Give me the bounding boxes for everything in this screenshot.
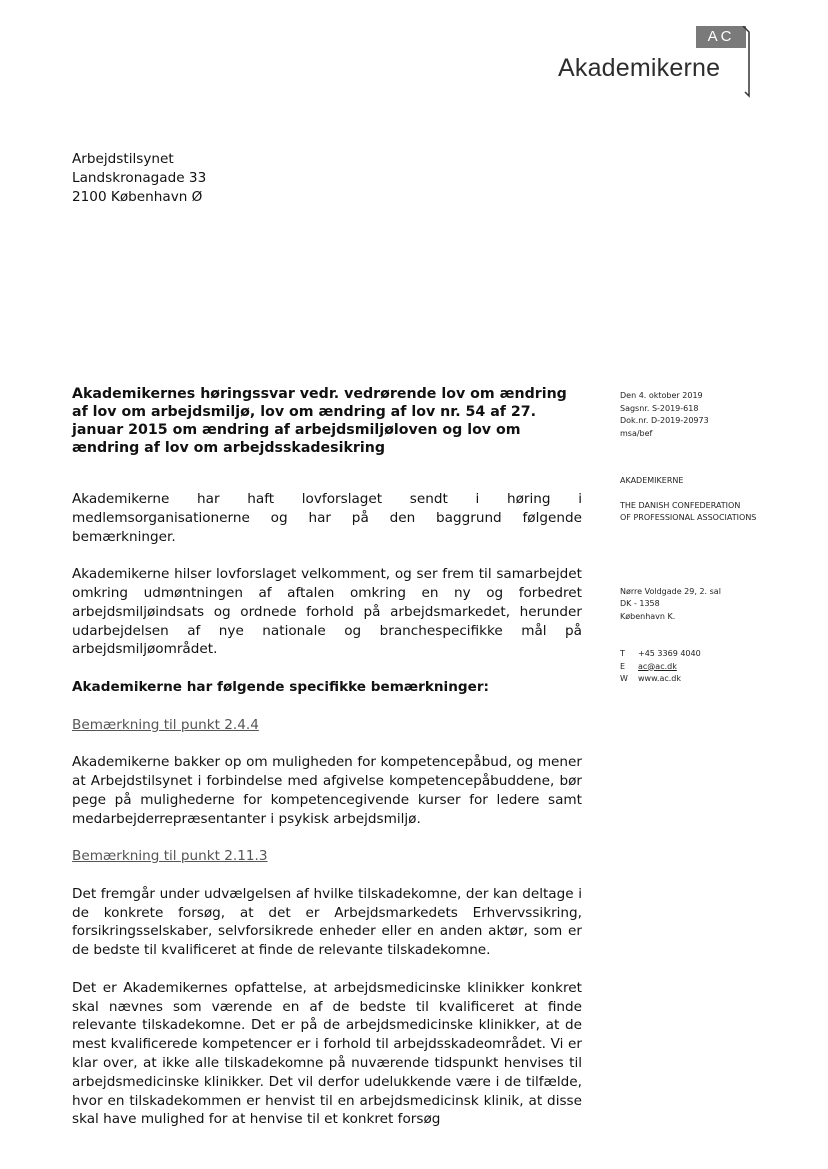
contact-email-row[interactable] (620, 661, 810, 674)
meta-doc-no: Dok.nr. D-2019-20973 (620, 416, 709, 425)
intro-paragraph: Akademikerne har haft lovforslaget sendt i høring i medlemsorganisationerne og har på den baggrund følgende bemærkninger. (72, 491, 582, 545)
intro-paragraph: Akademikerne hilser lovforslaget velkomment, og ser frem til samarbejdet omkring udmøntningen af aftalen omkring en ny og forbedret arbejdsmiljøindsats og ordnede forhold på arbejdsmarkedet, herunder udarbejdelsen af nye nationale og branchespecifikke mål på arbejdsmiljøområdet. (72, 566, 582, 658)
remark-text: Akademikerne bakker op om muligheden for kompetencepåbud, og mener at Arbejdstilsynet i forbindelse med afgivelse kompetencepåbuddene, bør pege på mulighederne for kompetencegivende kurser for ledere samt medarbejderrepræsentanter i psykisk arbejdsmiljø. (72, 754, 582, 827)
letter-body (72, 490, 582, 1148)
logo-name: Akademikerne (558, 54, 721, 82)
recipient-line: Arbejdstilsynet (72, 151, 174, 167)
email-link[interactable]: ac@ac.dk (638, 661, 677, 671)
remark-heading: Bemærkning til punkt 2.4.4 (72, 716, 259, 733)
web-label: W (620, 674, 628, 683)
document-title: Akademikernes høringssvar vedr. vedrørende lov om ændring af lov om arbejdsmiljø, lov om ændring af lov nr. 54 af 27. januar 2015 om ændring af arbejdsmiljøloven og lov om ændring af lov om arbejdsskadesikring (72, 386, 567, 456)
meta-initials: msa/bef (620, 428, 653, 438)
email-label: E (620, 661, 626, 671)
document-meta (620, 390, 810, 440)
closing-paragraph: Det er Akademikernes opfattelse, at arbejdsmedicinske klinikker konkret skal nævnes som værende en af de bedste til kvalificeret at finde relevante tilskadekomne. Det er på de arbejdsmedicinske klinikker, at de mest kvalificerede kompetencer er i forhold til arbejdsskadeområdet. Vi er klar over, at ikke alle tilskadekomne på nuværende tidspunkt henvises til arbejdsmedicinske klinikker. Det vil derfor udelukkende være i de tilfælde, hvor en tilskadekommen er henvist til en arbejdsmedicinsk klinik, at disse skal have mulighed for at henvise til et konkret forsøg (72, 979, 582, 1128)
sidebar-info (620, 390, 810, 686)
remark-heading: Bemærkning til punkt 2.11.3 (72, 848, 268, 865)
org-name: AKADEMIKERNE (620, 476, 684, 485)
meta-date: Den 4. oktober 2019 (620, 391, 703, 400)
phone-number: +45 3369 4040 (638, 649, 701, 658)
phone-label: T (620, 649, 625, 658)
recipient-line: 2100 København Ø (72, 189, 203, 205)
contact-address (620, 586, 810, 624)
recipient-address (72, 150, 206, 207)
org-english-2: OF PROFESSIONAL ASSOCIATIONS (620, 513, 757, 522)
contact-web-row[interactable] (620, 673, 810, 686)
contact-phone-row (620, 648, 810, 661)
contact-details (620, 648, 810, 686)
address-street: Nørre Voldgade 29, 2. sal (620, 586, 721, 596)
akademikerne-logo (556, 24, 768, 100)
address-postal: DK - 1358 (620, 599, 660, 608)
address-city: København K. (620, 611, 676, 621)
web-link[interactable]: www.ac.dk (638, 674, 681, 683)
ac-badge: AC (696, 26, 746, 48)
org-english-1: THE DANISH CONFEDERATION (620, 500, 741, 510)
organisation-block (620, 475, 810, 525)
recipient-line: Landskronagade 33 (72, 170, 207, 186)
meta-case-no: Sagsnr. S-2019-618 (620, 403, 699, 413)
remark-text: Det fremgår under udvælgelsen af hvilke tilskadekomne, der kan deltage i de konkrete forsøg, at det er Arbejdsmarkedets Erhvervssikring, forsikringsselskaber, selvforsikrede enheder eller en anden aktør, som er de bedste til kvalificeret at finde de relevante tilskadekomne. (72, 885, 582, 959)
logo-bar-icon (742, 26, 750, 98)
section-heading: Akademikerne har følgende specifikke bemærkninger: (72, 678, 489, 695)
